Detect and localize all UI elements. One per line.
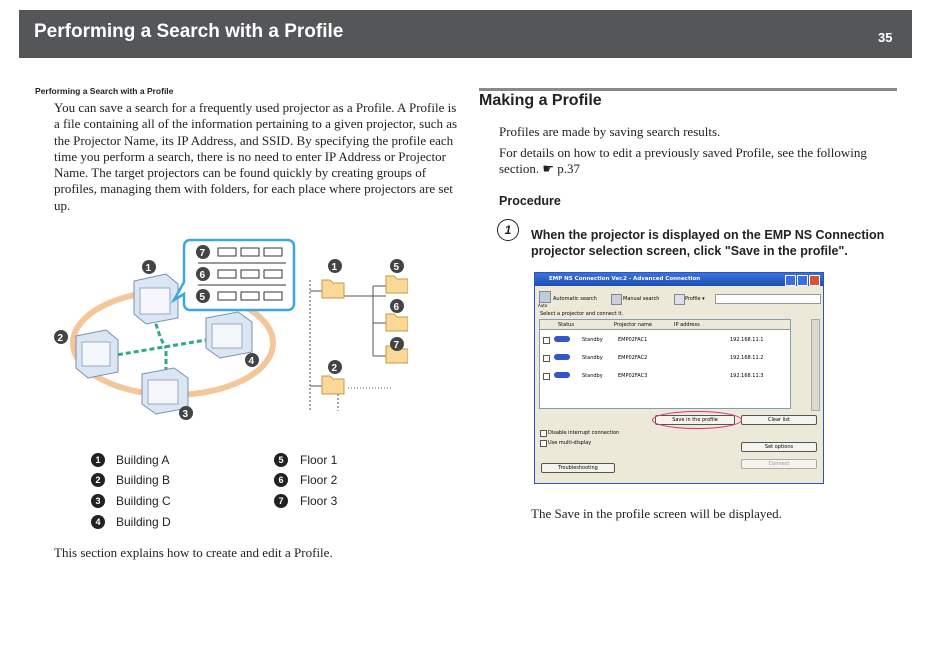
paragraph-2-text: For details on how to edit a previously saved Profile, see the following section. [499, 145, 867, 177]
projector-icon [554, 336, 570, 342]
table-row[interactable] [540, 334, 790, 346]
legend-num-6: 6 [274, 473, 288, 487]
maximize-icon[interactable] [797, 275, 808, 286]
result-text: The Save in the profile screen will be displayed. [531, 506, 782, 521]
row-status: Standby [582, 373, 603, 379]
svg-text:3: 3 [182, 409, 189, 420]
table-scrollbar[interactable] [811, 319, 820, 411]
row-checkbox[interactable] [543, 337, 550, 344]
disable-interrupt-checkbox[interactable] [540, 430, 547, 437]
section-summary: This section explains how to create and edit a Profile. [54, 545, 333, 560]
running-head: Performing a Search with a Profile [35, 86, 174, 96]
row-ip: 192.168.11.3 [730, 373, 764, 379]
section-rule [479, 88, 897, 91]
section-title: Making a Profile [479, 92, 602, 109]
svg-text:2: 2 [57, 333, 64, 344]
connect-button[interactable]: Connect [741, 459, 817, 469]
projector-icon [554, 354, 570, 360]
chevron-down-icon: ▾ [702, 296, 705, 302]
svg-text:5: 5 [199, 292, 206, 303]
row-ip: 192.168.11.1 [730, 337, 764, 343]
building-d-icon [206, 312, 252, 358]
legend-num-1: 1 [91, 453, 105, 467]
building-b-icon [76, 330, 118, 378]
row-checkbox[interactable] [543, 373, 550, 380]
multi-display-label: Use multi-display [548, 440, 592, 446]
row-ip: 192.168.11.2 [730, 355, 764, 361]
profile-label: Profile [685, 296, 701, 302]
manual-search-button[interactable]: Manual search [623, 296, 660, 302]
step-instruction: When the projector is displayed on the EMP NS Connection projector selection screen, click "Save in the profile". [531, 228, 885, 258]
minimize-icon[interactable] [785, 275, 796, 286]
profile-path-field[interactable] [715, 294, 821, 304]
set-options-button[interactable]: Set options [741, 442, 817, 452]
svg-text:5: 5 [393, 262, 400, 273]
figure-legend [91, 453, 351, 533]
save-in-profile-button[interactable]: Save in the profile [655, 415, 735, 425]
table-row[interactable] [540, 370, 790, 382]
svg-text:4: 4 [248, 356, 255, 367]
folder-icons [322, 276, 408, 394]
legend-num-3: 3 [91, 494, 105, 508]
dialog-titlebar [535, 273, 823, 286]
building-c-icon [142, 368, 188, 414]
page-title: Performing a Search with a Profile [34, 21, 344, 42]
row-name: EMP02FAC1 [618, 337, 648, 343]
legend-label-2: Building B [116, 473, 171, 487]
profile-dropdown[interactable] [685, 296, 705, 302]
dialog-title: EMP NS Connection Ver.2 - Advanced Connection [549, 276, 701, 282]
svg-text:6: 6 [393, 302, 400, 313]
pointer-icon: ☛ [542, 161, 554, 177]
disable-interrupt-label: Disable interrupt connection [548, 430, 620, 436]
connection-dialog-screenshot [534, 272, 824, 484]
legend-num-4: 4 [91, 515, 105, 529]
legend-label-5: Floor 1 [300, 453, 338, 467]
legend-label-6: Floor 2 [300, 473, 338, 487]
step-number-badge: 1 [497, 219, 519, 241]
auto-label: Auto [538, 303, 548, 308]
row-name: EMP02FAC3 [618, 373, 648, 379]
svg-text:1: 1 [145, 263, 152, 274]
projector-icon [554, 372, 570, 378]
profile-icon [674, 294, 685, 305]
legend-num-7: 7 [274, 494, 288, 508]
legend-label-4: Building D [116, 515, 171, 529]
svg-text:2: 2 [331, 363, 338, 374]
profile-diagram [48, 236, 408, 426]
balloon-callouts [196, 245, 210, 303]
table-row[interactable] [540, 352, 790, 364]
paragraph-2 [499, 145, 899, 178]
clear-list-button[interactable]: Clear list [741, 415, 817, 425]
troubleshooting-button[interactable]: Troubleshooting [541, 463, 615, 473]
row-status: Standby [582, 337, 603, 343]
intro-paragraph: You can save a search for a frequently used projector as a Profile. A Profile is a file containing all of the information pertaining to a given projector, such as the Projector Name, its IP Address, and SSID. By specifying the profile each time you perform a search, there is no need to enter IP Address or Projector Name. The target projectors can be found quickly by creating groups of profiles, managing them with folders, for each place where projectors are set up. [54, 100, 458, 213]
close-icon[interactable] [809, 275, 820, 286]
page-reference-link[interactable]: p.37 [557, 161, 580, 177]
row-name: EMP02FAC2 [618, 355, 648, 361]
svg-text:1: 1 [331, 262, 338, 273]
legend-num-2: 2 [91, 473, 105, 487]
building-a-icon [134, 274, 178, 324]
legend-label-1: Building A [116, 453, 170, 467]
legend-label-7: Floor 3 [300, 494, 338, 508]
manual-search-icon [611, 294, 622, 305]
column-ip-address[interactable]: IP address [674, 322, 700, 328]
procedure-heading: Procedure [499, 194, 561, 208]
column-projector-name[interactable]: Projector name [614, 322, 652, 328]
svg-text:6: 6 [199, 270, 206, 281]
projector-table [539, 319, 791, 409]
row-status: Standby [582, 355, 603, 361]
row-checkbox[interactable] [543, 355, 550, 362]
paragraph-1: Profiles are made by saving search results. [499, 124, 721, 139]
highlight-ellipse [652, 411, 742, 429]
auto-icon [539, 291, 551, 303]
select-prompt: Select a projector and connect it. [540, 311, 624, 317]
legend-label-3: Building C [116, 494, 171, 508]
projector-icons [218, 248, 282, 300]
legend-num-5: 5 [274, 453, 288, 467]
window-controls [785, 275, 820, 286]
table-header [540, 320, 790, 330]
svg-text:7: 7 [393, 340, 400, 351]
svg-text:7: 7 [199, 248, 206, 259]
page-number: 35 [878, 30, 893, 45]
column-status[interactable]: Status [558, 322, 574, 328]
automatic-search-button[interactable]: Automatic search [553, 296, 597, 302]
multi-display-checkbox[interactable] [540, 440, 547, 447]
